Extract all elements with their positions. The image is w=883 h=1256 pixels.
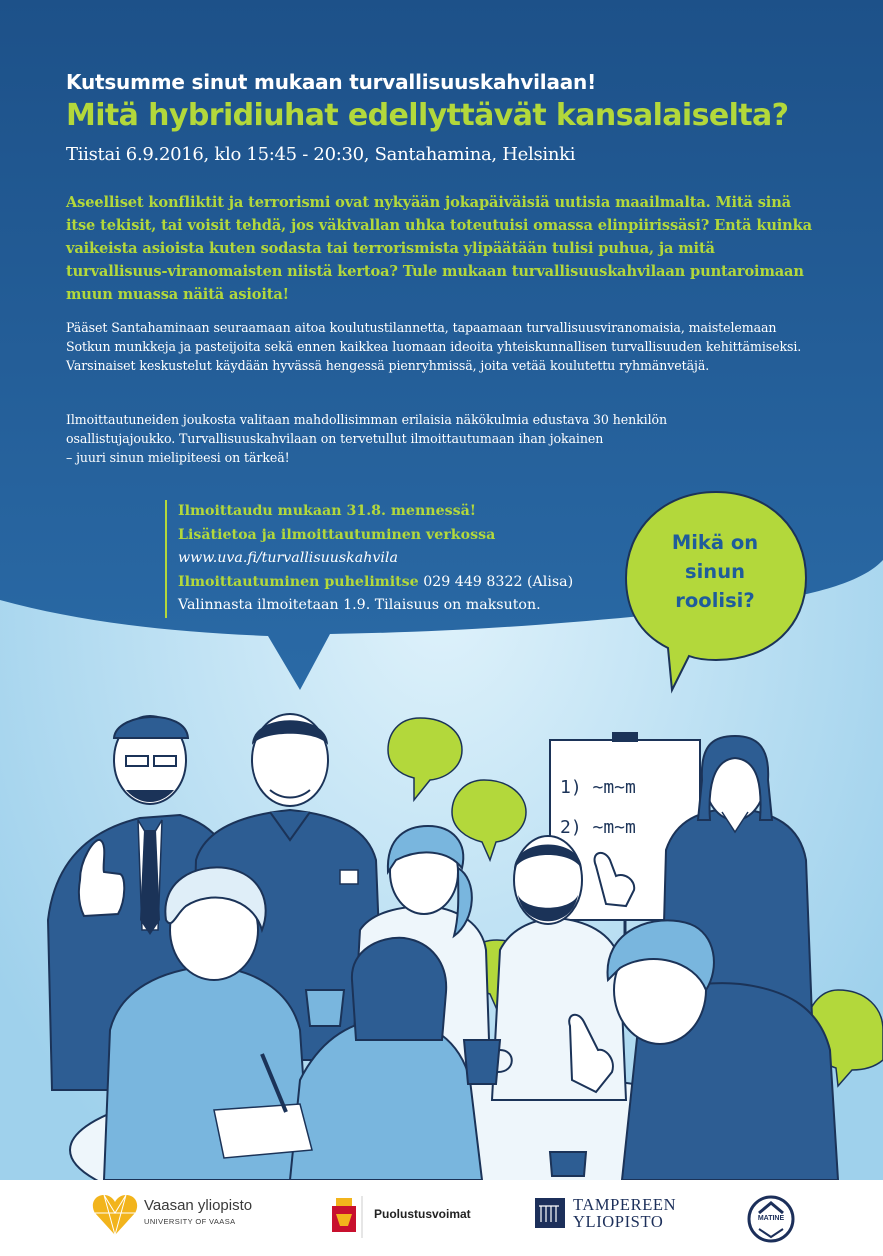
page-title: Mitä hybridiuhat edellyttävät kansalaiselta? <box>66 98 789 133</box>
logo-puolustusvoimat <box>326 1196 471 1242</box>
coffee-cup-1 <box>464 1040 500 1084</box>
vaasa-sub: UNIVERSITY OF VAASA <box>144 1217 236 1226</box>
body-paragraph-2 <box>66 410 818 467</box>
event-date-location: Tiistai 6.9.2016, klo 15:45 - 20:30, Santahamina, Helsinki <box>66 144 576 165</box>
logo-matine <box>747 1195 795 1247</box>
role-line-3: roolisi? <box>675 589 755 612</box>
contact-info <box>165 500 573 618</box>
selection-notice: Valinnasta ilmoitetaan 1.9. Tilaisuus on maksuton. <box>178 597 541 613</box>
registration-deadline: Ilmoittaudu mukaan 31.8. mennessä! <box>178 503 476 519</box>
tampere-line-2: YLIOPISTO <box>573 1212 664 1231</box>
logo-bar <box>0 1180 883 1256</box>
phone-number: 029 449 8322 (Alisa) <box>418 573 574 590</box>
role-question <box>640 528 790 615</box>
role-line-1: Mikä on <box>671 531 759 554</box>
flipchart-item-2: 2) ~m~m <box>560 817 636 838</box>
vaasa-name: Vaasan yliopisto <box>144 1197 253 1214</box>
body-paragraph-2-line1: Ilmoittautuneiden joukosta valitaan mahdollisimman erilaisia näkökulmia edustava 30 henkilön <box>66 412 668 427</box>
flipchart-item-1: 1) ~m~m <box>560 777 636 798</box>
coffee-cup-3 <box>550 1152 586 1176</box>
invite-heading: Kutsumme sinut mukaan turvallisuuskahvilaan! <box>66 70 597 94</box>
tampere-name <box>573 1196 676 1230</box>
coffee-cup-2 <box>306 990 344 1026</box>
role-line-2: sinun <box>685 560 745 583</box>
online-registration-label: Lisätietoa ja ilmoittautuminen verkossa <box>178 526 496 543</box>
body-paragraph-1: Pääset Santahaminaan seuraamaan aitoa koulutustilannetta, tapaamaan turvallisuusviranomaisia, maistelemaan Sotkun munkkeja ja pasteijoita sekä ennen kaikkea luomaan ideoita yhteiskunnallisen turvallisuuden kehittämiseksi. Varsinaiset keskustelut käydään hyvässä hengessä pienryhmissä, joita vetää koulutettu ryhmänvetäjä. <box>66 320 802 373</box>
registration-url-link[interactable]: www.uva.fi/turvallisuuskahvila <box>178 550 398 566</box>
lion-crest-icon <box>326 1196 366 1238</box>
vaasa-heart-icon <box>92 1193 138 1237</box>
tampere-line-1: TAMPEREEN <box>573 1195 677 1214</box>
logo-vaasa <box>92 1193 253 1239</box>
puolustusvoimat-name: Puolustusvoimat <box>374 1207 471 1221</box>
flipchart-clip <box>612 732 638 742</box>
phone-registration <box>178 571 573 595</box>
tampere-emblem-icon <box>535 1198 565 1228</box>
body-paragraph-2-line2: osallistujajoukko. Turvallisuuskahvilaan on tervetullut ilmoittautumaan ihan jokainen <box>66 431 604 446</box>
logo-tampere <box>535 1195 677 1232</box>
matine-name: MATINE <box>757 1215 785 1222</box>
front-woman-hair <box>352 938 446 1040</box>
flipchart-text <box>560 768 636 848</box>
lead-paragraph: Aseelliset konfliktit ja terrorismi ovat nykyään jokapäiväisiä uutisia maailmalta. Mitä sinä itse tekisit, tai voisit tehdä, jos väkivallan uhka toteutuisi omassa elinpiirissäsi? Entä kuinka vaikeista asioista kuten sodasta tai terrorismista ylipäätään tulisi puhua, ja mitä turvallisuus-viranomaisten niistä kertoa? Tule mukaan turvallisuuskahvilaan puntaroimaan muun muassa näitä asioita! <box>66 194 812 303</box>
phone-label: Ilmoittautuminen puhelimitse <box>178 573 419 590</box>
paper-sheet <box>214 1104 312 1158</box>
body-paragraph-2-line3: – juuri sinun mielipiteesi on tärkeä! <box>66 450 290 465</box>
